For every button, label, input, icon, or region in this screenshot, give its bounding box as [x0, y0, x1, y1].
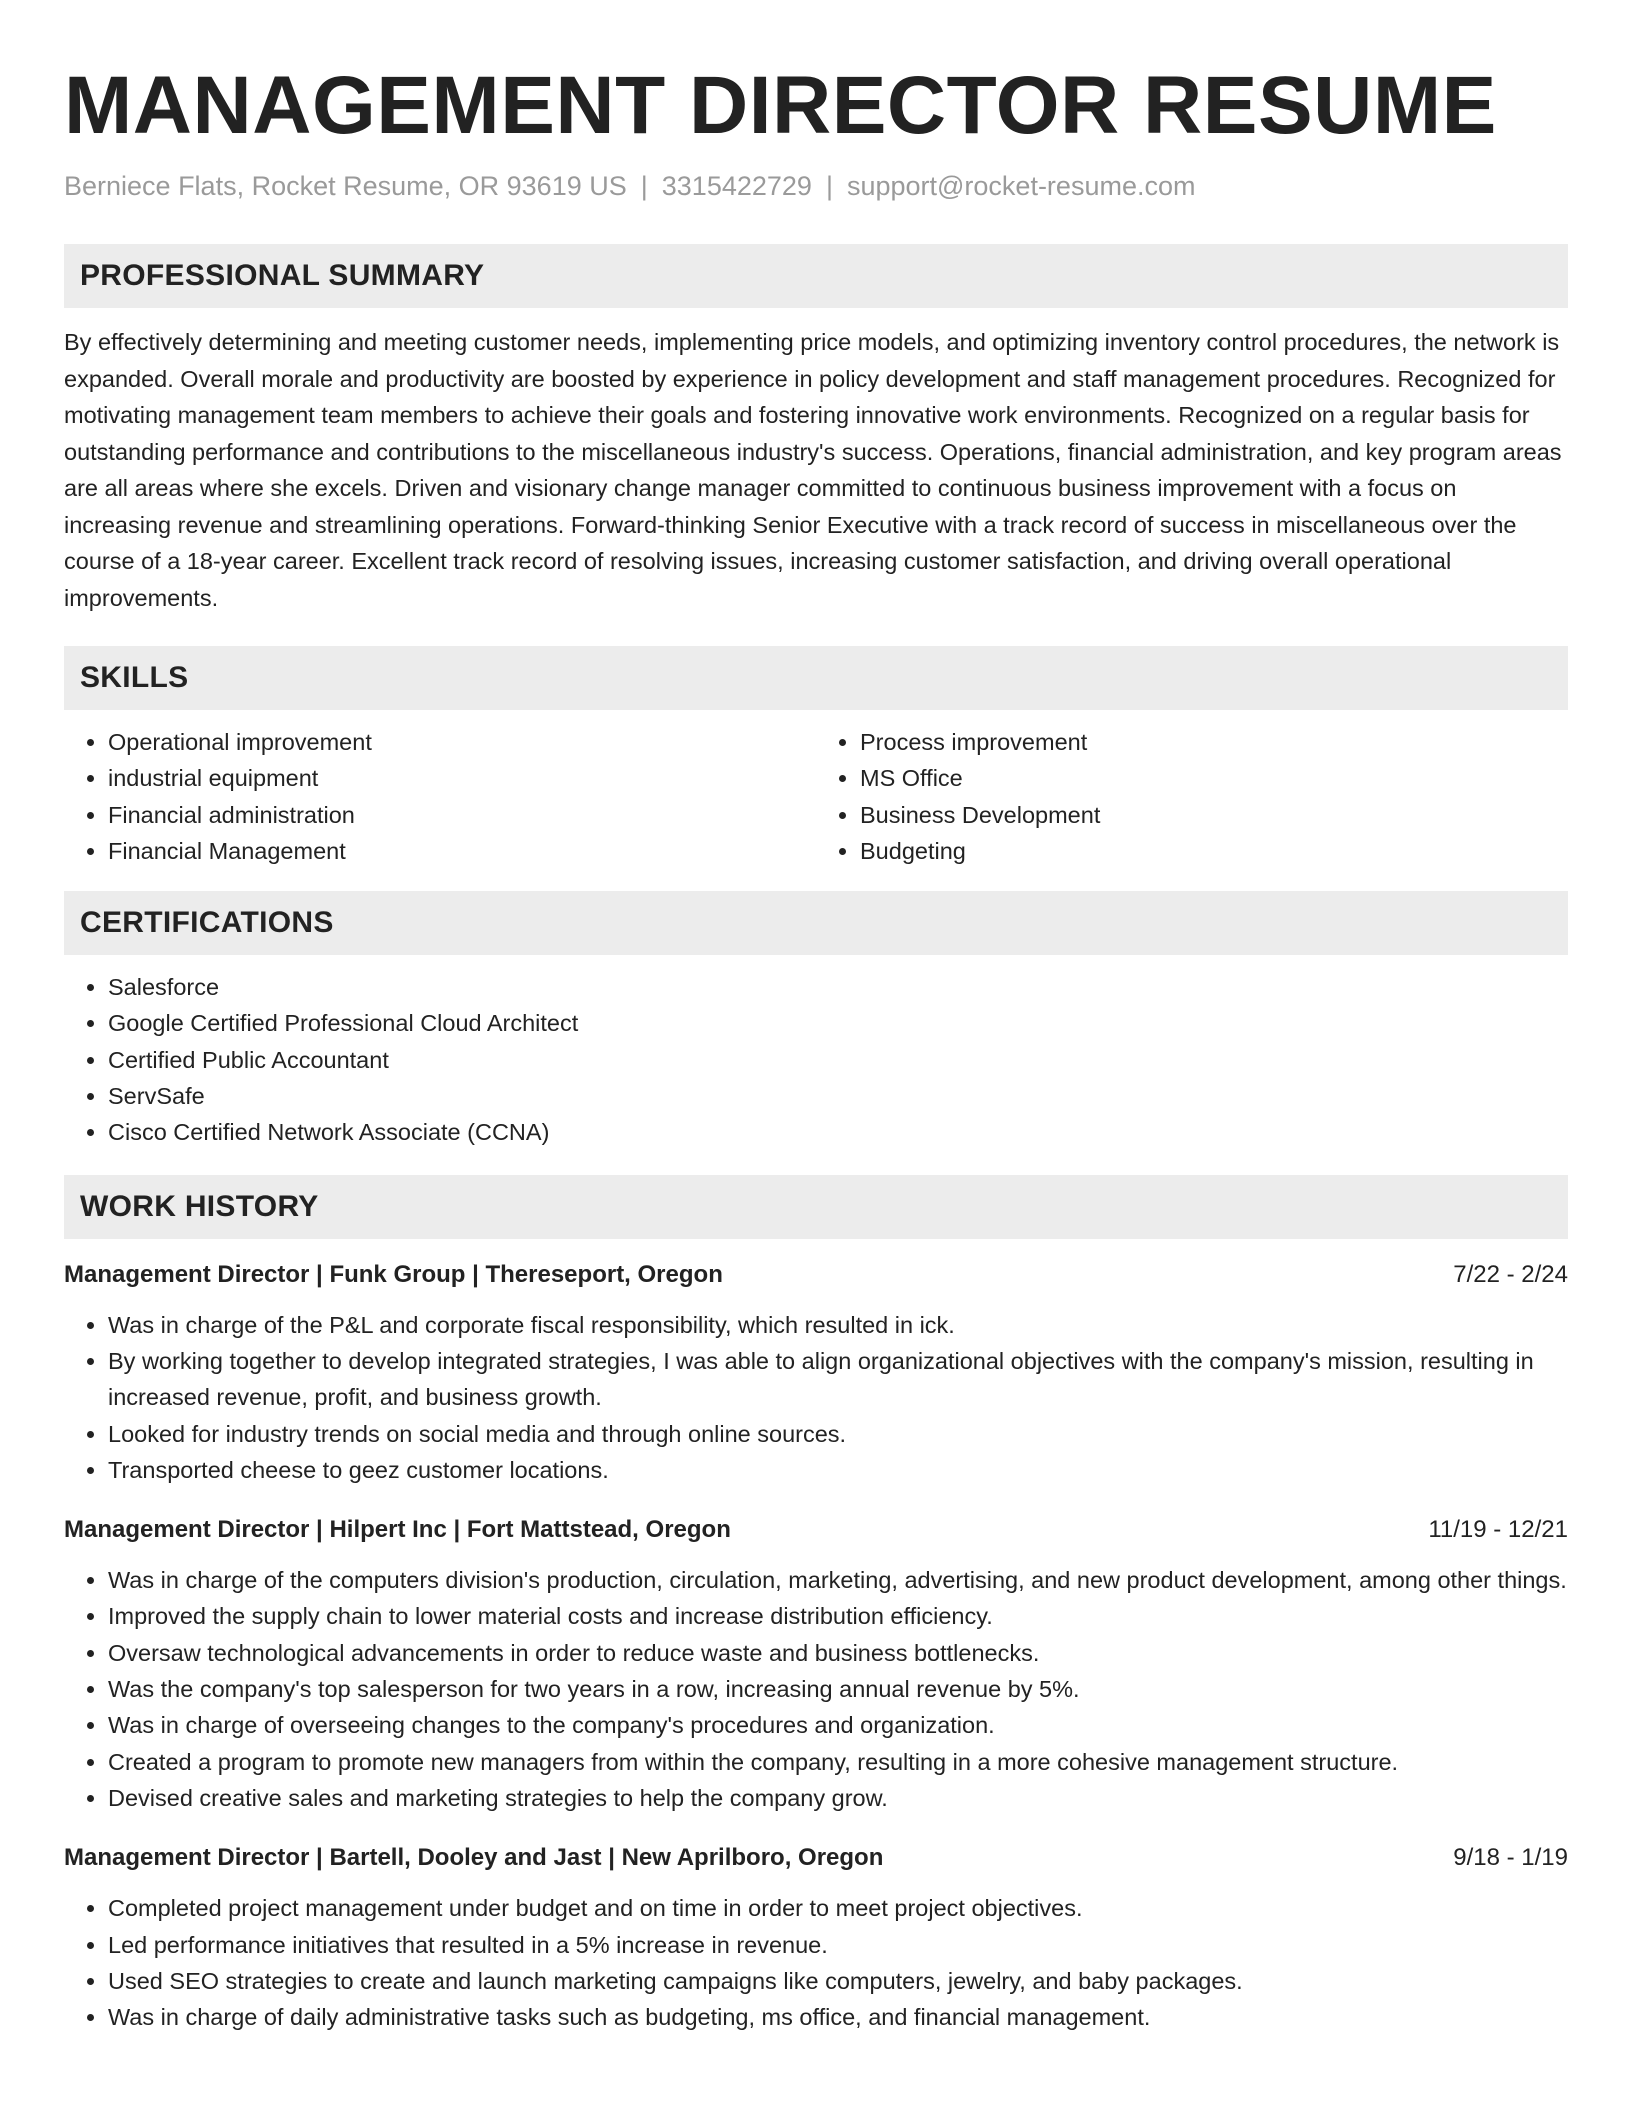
- job-header: [64, 1512, 1568, 1548]
- contact-line: [64, 168, 1568, 204]
- skill-item: • Business Development: [860, 797, 1568, 833]
- skill-item: • Financial administration: [108, 797, 816, 833]
- skill-item: • Operational improvement: [108, 724, 816, 760]
- job-bullet: • Oversaw technological advancements in order to reduce waste and business bottlenecks.: [108, 1635, 1568, 1671]
- summary-section: [64, 244, 1568, 616]
- contact-separator: |: [640, 171, 648, 201]
- contact-separator: |: [825, 171, 833, 201]
- certification-item: • ServSafe: [108, 1078, 1568, 1114]
- job-entry: [64, 1257, 1568, 1488]
- job-title: Management Director | Hilpert Inc | Fort Mattstead, Oregon: [64, 1516, 731, 1544]
- skills-list-right: [816, 724, 1568, 869]
- contact-phone: 3315422729: [661, 171, 812, 201]
- skills-heading: SKILLS: [64, 646, 1568, 710]
- skills-grid: [64, 710, 1568, 869]
- work-history-heading: WORK HISTORY: [64, 1175, 1568, 1239]
- job-dates: 7/22 - 2/24: [1453, 1260, 1568, 1288]
- job-header: [64, 1257, 1568, 1293]
- job-bullets: [64, 1307, 1568, 1488]
- contact-email: support@rocket-resume.com: [846, 171, 1196, 201]
- job-bullet: • By working together to develop integrated strategies, I was able to align organizational objectives with the company's mission, resulting in increased revenue, profit, and business growth.: [108, 1343, 1568, 1416]
- certifications-heading: CERTIFICATIONS: [64, 891, 1568, 955]
- job-bullets: [64, 1890, 1568, 2035]
- job-bullet: • Was in charge of the P&L and corporate fiscal responsibility, which resulted in ick.: [108, 1307, 1568, 1343]
- job-title: Management Director | Bartell, Dooley and Jast | New Aprilboro, Oregon: [64, 1844, 884, 1872]
- job-bullet: • Was the company's top salesperson for two years in a row, increasing annual revenue by 5%.: [108, 1671, 1568, 1707]
- certification-item: • Salesforce: [108, 969, 1568, 1005]
- job-bullet: • Transported cheese to geez customer locations.: [108, 1452, 1568, 1488]
- job-entry: [64, 1840, 1568, 2035]
- skill-item: • Budgeting: [860, 833, 1568, 869]
- resume-title: MANAGEMENT DIRECTOR RESUME: [64, 60, 1497, 151]
- skills-list-left: [64, 724, 816, 869]
- job-dates: 11/19 - 12/21: [1428, 1516, 1568, 1544]
- skill-item: • Financial Management: [108, 833, 816, 869]
- summary-text: By effectively determining and meeting customer needs, implementing price models, and optimizing inventory control procedures, the network is expanded. Overall morale and productivity are boosted by experience in policy development and staff management procedures. Recognized for motivating management team members to achieve their goals and fostering innovative work environments. Recognized on a regular basis for outstanding performance and contributions to the miscellaneous industry's success. Operations, financial administration, and key program areas are all areas where she excels. Driven and visionary change manager committed to continuous business improvement with a focus on increasing revenue and streamlining operations. Forward-thinking Senior Executive with a track record of success in miscellaneous over the course of a 18-year career. Excellent track record of resolving issues, increasing customer satisfaction, and driving overall operational improvements.: [64, 329, 1562, 611]
- job-bullet: • Improved the supply chain to lower material costs and increase distribution efficiency.: [108, 1598, 1568, 1634]
- work-history-section: [64, 1175, 1568, 2036]
- certification-item: • Google Certified Professional Cloud Architect: [108, 1005, 1568, 1041]
- skill-item: • MS Office: [860, 760, 1568, 796]
- job-bullet: • Devised creative sales and marketing strategies to help the company grow.: [108, 1780, 1568, 1816]
- job-bullet: • Completed project management under budget and on time in order to meet project objectives.: [108, 1890, 1568, 1926]
- certification-item: • Certified Public Accountant: [108, 1042, 1568, 1078]
- contact-address: Berniece Flats, Rocket Resume, OR 93619 US: [64, 171, 627, 201]
- job-bullet: • Was in charge of daily administrative tasks such as budgeting, ms office, and financial management.: [108, 1999, 1568, 2035]
- job-bullet: • Was in charge of overseeing changes to the company's procedures and organization.: [108, 1707, 1568, 1743]
- certification-item: • Cisco Certified Network Associate (CCNA): [108, 1114, 1568, 1150]
- skill-item: • Process improvement: [860, 724, 1568, 760]
- job-bullet: • Used SEO strategies to create and launch marketing campaigns like computers, jewelry, and baby packages.: [108, 1963, 1568, 1999]
- certifications-section: [64, 891, 1568, 1150]
- certifications-list: [64, 969, 1568, 1150]
- skill-item: • industrial equipment: [108, 760, 816, 796]
- skills-section: [64, 646, 1568, 869]
- job-dates: 9/18 - 1/19: [1453, 1844, 1568, 1872]
- job-title: Management Director | Funk Group | Thereseport, Oregon: [64, 1260, 723, 1288]
- job-bullet: • Led performance initiatives that resulted in a 5% increase in revenue.: [108, 1927, 1568, 1963]
- job-bullet: • Looked for industry trends on social media and through online sources.: [108, 1416, 1568, 1452]
- job-bullets: [64, 1562, 1568, 1816]
- job-entry: [64, 1512, 1568, 1816]
- summary-heading: PROFESSIONAL SUMMARY: [64, 244, 1568, 308]
- job-bullet: • Created a program to promote new managers from within the company, resulting in a more cohesive management structure.: [108, 1744, 1568, 1780]
- job-bullet: • Was in charge of the computers division's production, circulation, marketing, advertising, and new product development, among other things.: [108, 1562, 1568, 1598]
- job-header: [64, 1840, 1568, 1876]
